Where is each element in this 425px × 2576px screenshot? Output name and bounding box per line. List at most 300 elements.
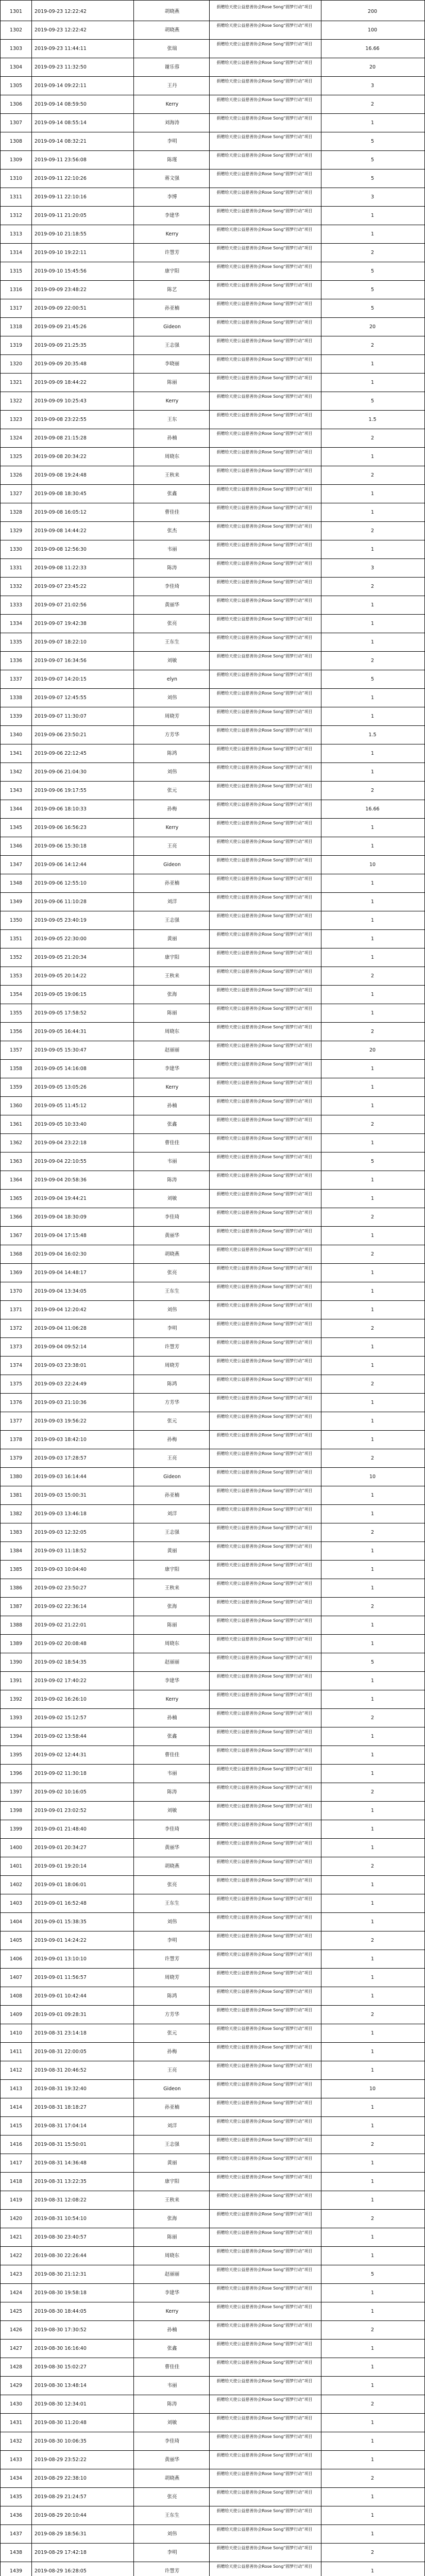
- project-description: 捐赠给天使公益慈善协会Rose Song“圆梦行动”项目: [216, 1136, 313, 1141]
- table-row: [1, 225, 424, 244]
- donation-amount: 1: [370, 1103, 375, 1109]
- donation-amount: 10: [369, 2086, 376, 2092]
- project-description: 捐赠给天使公益慈善协会Rose Song“圆梦行动”项目: [216, 1841, 313, 1845]
- row-number: 1380: [9, 1474, 23, 1480]
- project-description: 捐赠给天使公益慈善协会Rose Song“圆梦行动”项目: [216, 1470, 313, 1475]
- donation-amount: 5: [370, 398, 375, 404]
- donation-amount: 1: [370, 2030, 375, 2036]
- row-number: 1325: [9, 454, 23, 460]
- row-number: 1400: [9, 1845, 23, 1851]
- donation-amount: 5: [370, 268, 375, 274]
- project-description: 捐赠给天使公益慈善协会Rose Song“圆梦行动”项目: [216, 988, 313, 992]
- donation-amount: 100: [367, 27, 378, 33]
- table-row: [1, 1041, 424, 1060]
- donation-amount: 2: [370, 1029, 375, 1035]
- donation-amount: 1: [370, 1975, 375, 1980]
- project-description: 捐赠给天使公益慈善协会Rose Song“圆梦行动”项目: [216, 246, 313, 250]
- table-row: [1, 1115, 424, 1134]
- row-number: 1311: [9, 194, 23, 200]
- donation-time: 2019-09-02 10:16:05: [35, 1789, 87, 1795]
- project-description: 捐赠给天使公益慈善协会Rose Song“圆梦行动”项目: [216, 1414, 313, 1419]
- donation-amount: 1: [370, 1363, 375, 1368]
- donation-time: 2019-09-08 11:22:33: [35, 565, 87, 571]
- donation-time: 2019-09-05 21:20:34: [35, 955, 87, 960]
- donation-amount: 1: [370, 454, 375, 460]
- table-row: [1, 1264, 424, 1282]
- donation-time: 2019-09-08 19:24:48: [35, 472, 87, 478]
- project-description: 捐赠给天使公益慈善协会Rose Song“圆梦行动”项目: [216, 134, 313, 139]
- donor-name: 方芳华: [164, 2012, 180, 2018]
- row-number: 1364: [9, 1177, 23, 1183]
- table-row: [1, 58, 424, 77]
- donor-name: Kerry: [165, 825, 179, 831]
- donation-amount: 2: [370, 1715, 375, 1721]
- donor-name: 周晓东: [164, 454, 180, 460]
- project-description: 捐赠给天使公益慈善协会Rose Song“圆梦行动”项目: [216, 1711, 313, 1716]
- row-number: 1371: [9, 1307, 23, 1313]
- donation-time: 2019-09-09 21:25:35: [35, 343, 87, 348]
- donor-name: 孙亚楠: [164, 2105, 180, 2110]
- donor-name: 张元: [167, 1418, 177, 1424]
- table-row: [1, 1839, 424, 1857]
- donor-name: 王亮: [167, 1455, 177, 1461]
- project-description: 捐赠给天使公益慈善协会Rose Song“圆梦行动”项目: [216, 580, 313, 584]
- donation-time: 2019-09-09 18:44:22: [35, 380, 87, 385]
- row-number: 1417: [9, 2160, 23, 2166]
- donation-time: 2019-09-03 22:24:49: [35, 1381, 87, 1387]
- table-row: [1, 1969, 424, 1987]
- donation-time: 2019-09-04 09:52:14: [35, 1344, 87, 1350]
- project-description: 捐赠给天使公益慈善协会Rose Song“圆梦行动”项目: [216, 1785, 313, 1790]
- donation-time: 2019-09-07 14:20:15: [35, 676, 87, 682]
- donation-amount: 2: [370, 788, 375, 793]
- table-row: [1, 77, 424, 95]
- donation-time: 2019-08-31 23:14:18: [35, 2030, 87, 2036]
- row-number: 1352: [9, 955, 23, 960]
- project-description: 捐赠给天使公益慈善协会Rose Song“圆梦行动”项目: [216, 338, 313, 343]
- project-description: 捐赠给天使公益慈善协会Rose Song“圆梦行动”项目: [216, 1822, 313, 1827]
- donation-amount: 3: [370, 565, 375, 571]
- donation-time: 2019-08-30 17:30:52: [35, 2327, 87, 2333]
- donation-time: 2019-08-29 23:52:22: [35, 2457, 87, 2463]
- donor-name: 张海: [167, 992, 177, 997]
- donation-time: 2019-08-31 22:00:05: [35, 2049, 87, 2055]
- table-row: [1, 318, 424, 336]
- donation-time: 2019-09-07 12:45:55: [35, 695, 87, 701]
- table-row: [1, 1505, 424, 1523]
- donation-amount: 5: [370, 176, 375, 181]
- table-row: [1, 2544, 424, 2562]
- project-description: 捐赠给天使公益慈善协会Rose Song“圆梦行动”项目: [216, 394, 313, 399]
- table-row: [1, 1913, 424, 1931]
- donation-time: 2019-09-05 19:06:15: [35, 992, 87, 997]
- project-description: 捐赠给天使公益慈善协会Rose Song“圆梦行动”项目: [216, 505, 313, 510]
- project-description: 捐赠给天使公益慈善协会Rose Song“圆梦行动”项目: [216, 264, 313, 269]
- donation-time: 2019-08-30 12:34:01: [35, 2401, 87, 2407]
- donation-time: 2019-09-06 23:50:21: [35, 732, 87, 738]
- table-row: [1, 1412, 424, 1431]
- donation-time: 2019-09-05 20:14:22: [35, 973, 87, 979]
- donation-time: 2019-09-23 11:44:11: [35, 46, 87, 52]
- table-row: [1, 1357, 424, 1375]
- project-description: 捐赠给天使公益慈善协会Rose Song“圆梦行动”项目: [216, 932, 313, 937]
- project-description: 捐赠给天使公益慈善协会Rose Song“圆梦行动”项目: [216, 1934, 313, 1938]
- donation-time: 2019-09-03 16:14:44: [35, 1474, 87, 1480]
- donation-amount: 2: [370, 2401, 375, 2407]
- donation-time: 2019-09-06 15:30:18: [35, 843, 87, 849]
- row-number: 1348: [9, 880, 23, 886]
- project-description: 捐赠给天使公益慈善协会Rose Song“圆梦行动”项目: [216, 747, 313, 751]
- donor-name: 张鑫: [167, 2346, 177, 2351]
- donor-name: 陈丽: [167, 2234, 177, 2240]
- table-row: [1, 2210, 424, 2228]
- donation-amount: 5: [370, 306, 375, 311]
- donation-time: 2019-08-30 11:20:48: [35, 2420, 87, 2426]
- table-row: [1, 448, 424, 466]
- donor-name: 王东生: [164, 1289, 180, 1294]
- donation-amount: 1: [370, 2364, 375, 2370]
- row-number: 1386: [9, 1585, 23, 1591]
- donor-name: 陈涛: [167, 1177, 177, 1183]
- donation-amount: 1: [370, 2457, 375, 2463]
- donor-name: 李建华: [164, 2290, 180, 2296]
- project-description: 捐赠给天使公益慈善协会Rose Song“圆梦行动”项目: [216, 709, 313, 714]
- table-row: [1, 986, 424, 1004]
- project-description: 捐赠给天使公益慈善协会Rose Song“圆梦行动”项目: [216, 2323, 313, 2328]
- row-number: 1321: [9, 380, 23, 385]
- table-row: [1, 1449, 424, 1468]
- row-number: 1389: [9, 1641, 23, 1647]
- donation-time: 2019-09-02 21:22:01: [35, 1622, 87, 1628]
- donation-time: 2019-09-01 20:34:27: [35, 1845, 87, 1851]
- donation-time: 2019-08-29 16:28:05: [35, 2568, 87, 2574]
- donor-name: elyn: [166, 676, 178, 682]
- project-description: 捐赠给天使公益慈善协会Rose Song“圆梦行动”项目: [216, 524, 313, 529]
- table-row: [1, 485, 424, 503]
- table-row: [1, 2414, 424, 2432]
- row-number: 1313: [9, 231, 23, 237]
- project-description: 捐赠给天使公益慈善协会Rose Song“圆梦行动”项目: [216, 951, 313, 955]
- donation-time: 2019-09-05 17:58:52: [35, 1010, 87, 1016]
- project-description: 捐赠给天使公益慈善协会Rose Song“圆梦行动”项目: [216, 1748, 313, 1753]
- project-description: 捐赠给天使公益慈善协会Rose Song“圆梦行动”项目: [216, 1451, 313, 1456]
- donor-name: Kerry: [165, 101, 179, 107]
- donation-time: 2019-08-30 19:58:18: [35, 2290, 87, 2296]
- row-number: 1360: [9, 1103, 23, 1109]
- donation-amount: 1: [370, 1400, 375, 1405]
- donation-time: 2019-09-04 14:48:17: [35, 1270, 87, 1276]
- donor-name: 张鑫: [167, 1734, 177, 1739]
- table-row: [1, 1523, 424, 1542]
- project-description: 捐赠给天使公益慈善协会Rose Song“圆梦行动”项目: [216, 1618, 313, 1623]
- donation-amount: 2: [370, 584, 375, 589]
- donation-amount: 2: [370, 1122, 375, 1127]
- donation-amount: 5: [370, 157, 375, 163]
- table-row: [1, 1857, 424, 1876]
- table-row: [1, 2395, 424, 2414]
- table-row: [1, 596, 424, 615]
- project-description: 捐赠给天使公益慈善协会Rose Song“圆梦行动”项目: [216, 2100, 313, 2105]
- donor-name: 李佳琦: [164, 1826, 180, 1832]
- donation-amount: 1: [370, 1826, 375, 1832]
- donation-time: 2019-09-11 21:20:05: [35, 213, 87, 218]
- donation-time: 2019-09-02 16:26:10: [35, 1697, 87, 1702]
- project-description: 捐赠给天使公益慈善协会Rose Song“圆梦行动”项目: [216, 357, 313, 362]
- project-description: 捐赠给天使公益慈善协会Rose Song“圆梦行动”项目: [216, 2138, 313, 2142]
- row-number: 1376: [9, 1400, 23, 1405]
- donation-time: 2019-09-08 14:44:22: [35, 528, 87, 534]
- row-number: 1382: [9, 1511, 23, 1517]
- donation-amount: 1: [370, 843, 375, 849]
- project-description: 捐赠给天使公益慈善协会Rose Song“圆梦行动”项目: [216, 784, 313, 788]
- donation-time: 2019-09-07 21:02:56: [35, 602, 87, 608]
- donation-amount: 1: [370, 1066, 375, 1072]
- project-description: 捐赠给天使公益慈善协会Rose Song“圆梦行动”项目: [216, 2342, 313, 2346]
- donation-time: 2019-08-30 21:12:31: [35, 2272, 87, 2277]
- donation-time: 2019-09-14 08:59:50: [35, 101, 87, 107]
- donor-name: 陈艺: [167, 287, 177, 293]
- row-number: 1323: [9, 417, 23, 422]
- donation-amount: 1.5: [368, 417, 377, 422]
- donation-amount: 1: [370, 1919, 375, 1925]
- donor-name: Gideon: [163, 862, 181, 868]
- project-description: 捐赠给天使公益慈善协会Rose Song“圆梦行动”项目: [216, 1859, 313, 1864]
- table-row: [1, 40, 424, 58]
- table-row: [1, 1931, 424, 1950]
- donor-name: 张海: [167, 1604, 177, 1609]
- row-number: 1436: [9, 2513, 23, 2518]
- donation-amount: 1: [370, 825, 375, 831]
- donation-amount: 1: [370, 2160, 375, 2166]
- donor-name: 李建华: [164, 213, 180, 218]
- donation-time: 2019-09-07 18:22:10: [35, 639, 87, 645]
- row-number: 1393: [9, 1715, 23, 1721]
- donor-name: 王秋来: [164, 2197, 180, 2203]
- table-row: [1, 1208, 424, 1227]
- table-row: [1, 800, 424, 819]
- row-number: 1334: [9, 621, 23, 626]
- donation-time: 2019-09-06 21:04:30: [35, 769, 87, 775]
- row-number: 1388: [9, 1622, 23, 1628]
- project-description: 捐赠给天使公益慈善协会Rose Song“圆梦行动”项目: [216, 301, 313, 306]
- donation-time: 2019-09-09 10:25:43: [35, 398, 87, 404]
- row-number: 1363: [9, 1159, 23, 1164]
- table-row: [1, 652, 424, 670]
- table-row: [1, 615, 424, 633]
- donation-time: 2019-09-09 21:45:26: [35, 324, 87, 330]
- donation-time: 2019-08-30 15:02:27: [35, 2364, 87, 2370]
- donor-name: 许慧芳: [164, 1956, 180, 1962]
- donation-time: 2019-08-29 22:38:10: [35, 2476, 87, 2481]
- project-description: 捐赠给天使公益慈善协会Rose Song“圆梦行动”项目: [216, 60, 313, 65]
- table-row: [1, 114, 424, 132]
- donor-name: 李佳琦: [164, 2438, 180, 2444]
- row-number: 1333: [9, 602, 23, 608]
- table-row: [1, 1635, 424, 1653]
- donation-time: 2019-09-03 15:00:31: [35, 1493, 87, 1498]
- donation-time: 2019-09-01 10:42:44: [35, 1993, 87, 1999]
- project-description: 捐赠给天使公益慈善协会Rose Song“圆梦行动”项目: [216, 1507, 313, 1512]
- row-number: 1422: [9, 2253, 23, 2259]
- donor-name: 孙楠: [167, 2327, 177, 2333]
- project-description: 捐赠给天使公益慈善协会Rose Song“圆梦行动”项目: [216, 2471, 313, 2476]
- project-description: 捐赠给天使公益慈善协会Rose Song“圆梦行动”项目: [216, 2527, 313, 2532]
- row-number: 1346: [9, 843, 23, 849]
- project-description: 捐赠给天使公益慈善协会Rose Song“圆梦行动”项目: [216, 1210, 313, 1215]
- project-description: 捐赠给天使公益慈善协会Rose Song“圆梦行动”项目: [216, 468, 313, 473]
- donor-name: 周晓芳: [164, 714, 180, 719]
- project-description: 捐赠给天使公益慈善协会Rose Song“圆梦行动”项目: [216, 1229, 313, 1233]
- donation-amount: 1: [370, 1882, 375, 1888]
- donor-name: 黄丽华: [164, 1845, 180, 1851]
- donation-time: 2019-08-30 13:48:14: [35, 2383, 87, 2388]
- donation-time: 2019-08-30 18:44:05: [35, 2309, 87, 2314]
- project-description: 捐赠给天使公益慈善协会Rose Song“圆梦行动”项目: [216, 1952, 313, 1957]
- donation-amount: 5: [370, 1159, 375, 1164]
- donation-amount: 2: [370, 1455, 375, 1461]
- project-description: 捐赠给天使公益慈善协会Rose Song“圆梦行动”项目: [216, 431, 313, 436]
- donor-name: 许慧芳: [164, 1344, 180, 1350]
- donation-time: 2019-09-14 09:22:11: [35, 83, 87, 89]
- project-description: 捐赠给天使公益慈善协会Rose Song“圆梦行动”项目: [216, 2304, 313, 2309]
- row-number: 1372: [9, 1326, 23, 1331]
- row-number: 1316: [9, 287, 23, 293]
- row-number: 1368: [9, 1251, 23, 1257]
- donation-amount: 2: [370, 1251, 375, 1257]
- donor-name: 黄丽: [167, 2160, 177, 2166]
- donation-amount: 1: [370, 213, 375, 218]
- row-number: 1421: [9, 2234, 23, 2240]
- donation-amount: 20: [369, 324, 376, 330]
- donation-amount: 2: [370, 1789, 375, 1795]
- table-row: [1, 1709, 424, 1727]
- donation-time: 2019-09-03 23:38:01: [35, 1363, 87, 1368]
- donation-time: 2019-09-02 17:40:22: [35, 1678, 87, 1684]
- row-number: 1369: [9, 1270, 23, 1276]
- donation-amount: 2: [370, 2012, 375, 2018]
- table-row: [1, 911, 424, 930]
- donor-name: 孙楠: [167, 1715, 177, 1721]
- row-number: 1302: [9, 27, 23, 33]
- donation-time: 2019-09-02 20:08:48: [35, 1641, 87, 1647]
- row-number: 1340: [9, 732, 23, 738]
- donation-amount: 2: [370, 2142, 375, 2147]
- donation-amount: 1: [370, 899, 375, 905]
- project-description: 捐赠给天使公益慈善协会Rose Song“圆梦行动”项目: [216, 1025, 313, 1029]
- project-description: 捐赠给天使公益慈善协会Rose Song“圆梦行动”项目: [216, 1396, 313, 1400]
- donor-name: 王东生: [164, 2513, 180, 2518]
- donor-name: 黄丽: [167, 936, 177, 942]
- donation-time: 2019-09-02 13:58:44: [35, 1734, 87, 1739]
- donor-name: Gideon: [163, 2086, 181, 2092]
- donor-name: 刘敏: [167, 1808, 177, 1814]
- project-description: 捐赠给天使公益慈善协会Rose Song“圆梦行动”项目: [216, 561, 313, 566]
- row-number: 1391: [9, 1678, 23, 1684]
- table-row: [1, 2043, 424, 2061]
- donation-time: 2019-09-06 14:12:44: [35, 862, 87, 868]
- project-description: 捐赠给天使公益慈善协会Rose Song“圆梦行动”项目: [216, 1655, 313, 1660]
- donation-time: 2019-09-04 17:15:48: [35, 1233, 87, 1239]
- donor-name: 王丹: [167, 83, 177, 89]
- donor-name: 方芳华: [164, 1400, 180, 1405]
- project-description: 捐赠给天使公益慈善协会Rose Song“圆梦行动”项目: [216, 1433, 313, 1437]
- row-number: 1395: [9, 1752, 23, 1758]
- donor-name: 李佳琦: [164, 584, 180, 589]
- donation-time: 2019-09-01 09:28:31: [35, 2012, 87, 2018]
- row-number: 1432: [9, 2438, 23, 2444]
- project-description: 捐赠给天使公益慈善协会Rose Song“圆梦行动”项目: [216, 209, 313, 213]
- table-row: [1, 1468, 424, 1486]
- project-description: 捐赠给天使公益慈善协会Rose Song“圆梦行动”项目: [216, 654, 313, 658]
- row-number: 1381: [9, 1493, 23, 1498]
- row-number: 1431: [9, 2420, 23, 2426]
- donor-name: 赵丽丽: [164, 1659, 180, 1665]
- row-number: 1390: [9, 1659, 23, 1665]
- donation-time: 2019-09-04 13:34:05: [35, 1289, 87, 1294]
- donation-amount: 1: [370, 1697, 375, 1702]
- row-number: 1387: [9, 1604, 23, 1609]
- project-description: 捐赠给天使公益慈善协会Rose Song“圆梦行动”项目: [216, 2175, 313, 2179]
- donation-time: 2019-09-07 19:42:38: [35, 621, 87, 626]
- project-description: 捐赠给天使公益慈善协会Rose Song“圆梦行动”项目: [216, 2360, 313, 2365]
- table-row: [1, 633, 424, 652]
- project-description: 捐赠给天使公益慈善协会Rose Song“圆梦行动”项目: [216, 2546, 313, 2550]
- table-row: [1, 1783, 424, 1802]
- row-number: 1354: [9, 992, 23, 997]
- donor-name: 曹佳佳: [164, 1752, 180, 1758]
- table-row: [1, 1171, 424, 1190]
- table-row: [1, 559, 424, 578]
- table-row: [1, 466, 424, 485]
- donor-name: 陈鸿: [167, 1381, 177, 1387]
- donation-time: 2019-09-01 13:10:10: [35, 1956, 87, 1962]
- table-row: [1, 1097, 424, 1115]
- donor-name: 李博: [167, 194, 177, 200]
- table-row: [1, 948, 424, 967]
- row-number: 1337: [9, 676, 23, 682]
- donor-name: 刘洋: [167, 2123, 177, 2129]
- project-description: 捐赠给天使公益慈善协会Rose Song“圆梦行动”项目: [216, 376, 313, 380]
- donation-time: 2019-09-08 21:15:28: [35, 435, 87, 441]
- donation-amount: 10: [369, 862, 376, 868]
- donation-time: 2019-09-02 11:30:18: [35, 1771, 87, 1776]
- project-description: 捐赠给天使公益慈善协会Rose Song“圆梦行动”项目: [216, 1340, 313, 1345]
- project-description: 捐赠给天使公益慈善协会Rose Song“圆梦行动”项目: [216, 2416, 313, 2420]
- donor-name: 张元: [167, 2030, 177, 2036]
- table-row: [1, 1561, 424, 1579]
- table-row: [1, 2432, 424, 2451]
- project-description: 捐赠给天使公益慈善协会Rose Song“圆梦行动”项目: [216, 450, 313, 454]
- donor-name: 曹佳佳: [164, 1140, 180, 1146]
- donor-name: 刘洋: [167, 899, 177, 905]
- row-number: 1425: [9, 2309, 23, 2314]
- donor-name: 刘敏: [167, 658, 177, 664]
- donation-amount: 1: [370, 380, 375, 385]
- donation-amount: 2: [370, 528, 375, 534]
- project-description: 捐赠给天使公益慈善协会Rose Song“圆梦行动”项目: [216, 5, 313, 9]
- donation-amount: 1: [370, 918, 375, 923]
- project-description: 捐赠给天使公益慈善协会Rose Song“圆梦行动”项目: [216, 913, 313, 918]
- donation-amount: 2: [370, 2476, 375, 2481]
- donor-name: 王秋来: [164, 472, 180, 478]
- project-description: 捐赠给天使公益慈善协会Rose Song“圆梦行动”项目: [216, 1878, 313, 1883]
- donation-time: 2019-09-23 12:22:42: [35, 9, 87, 14]
- row-number: 1306: [9, 101, 23, 107]
- donor-name: 胡晓燕: [164, 9, 180, 14]
- table-row: [1, 2098, 424, 2117]
- donation-amount: 2: [370, 1381, 375, 1387]
- donation-amount: 1: [370, 1771, 375, 1776]
